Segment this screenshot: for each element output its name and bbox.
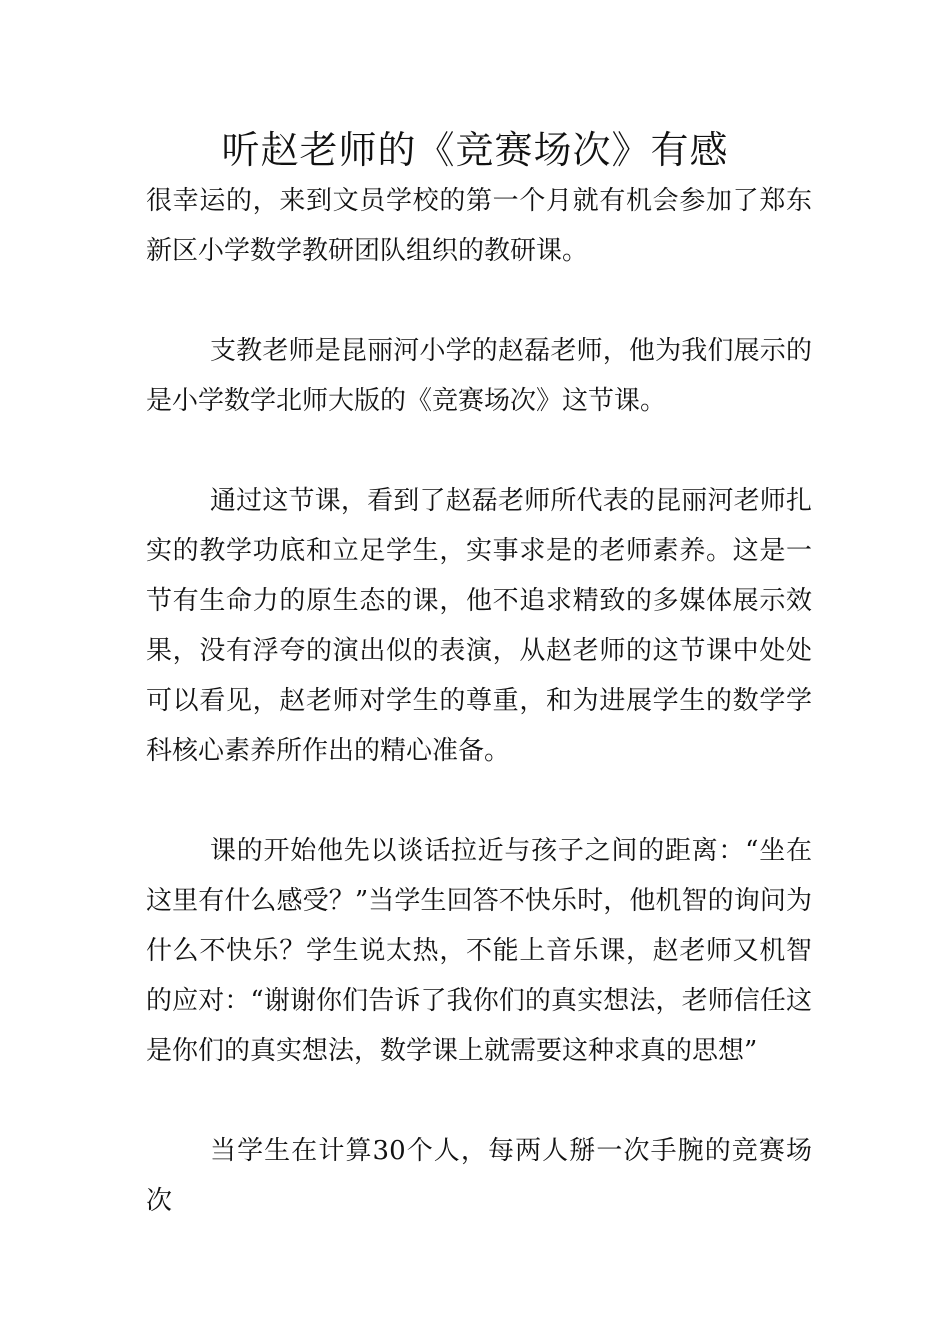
document-title: 听赵老师的《竞赛场次》有感: [221, 128, 729, 172]
document-body: [146, 176, 812, 1276]
paragraph: 很幸运的，来到文员学校的第一个月就有机会参加了郑东新区小学数学教研团队组织的教研课。: [146, 186, 812, 266]
paragraph: 当学生在计算30个人，每两人掰一次手腕的竞赛场次: [146, 1136, 812, 1216]
paragraph: 课的开始他先以谈话拉近与孩子之间的距离：“坐在这里有什么感受？”当学生回答不快乐时，他机智的询问为什么不快乐？学生说太热，不能上音乐课，赵老师又机智的应对：“谢谢你们告诉了我你们的真实想法，老师信任这是你们的真实想法，数学课上就需要这种求真的思想”: [146, 836, 812, 1066]
paragraph: 支教老师是昆丽河小学的赵磊老师，他为我们展示的是小学数学北师大版的《竞赛场次》这节课。: [146, 336, 812, 416]
paragraph: 通过这节课，看到了赵磊老师所代表的昆丽河老师扎实的教学功底和立足学生，实事求是的老师素养。这是一节有生命力的原生态的课，他不追求精致的多媒体展示效果，没有浮夸的演出似的表演，从赵老师的这节课中处处可以看见，赵老师对学生的尊重，和为进展学生的数学学科核心素养所作出的精心准备。: [146, 486, 812, 766]
